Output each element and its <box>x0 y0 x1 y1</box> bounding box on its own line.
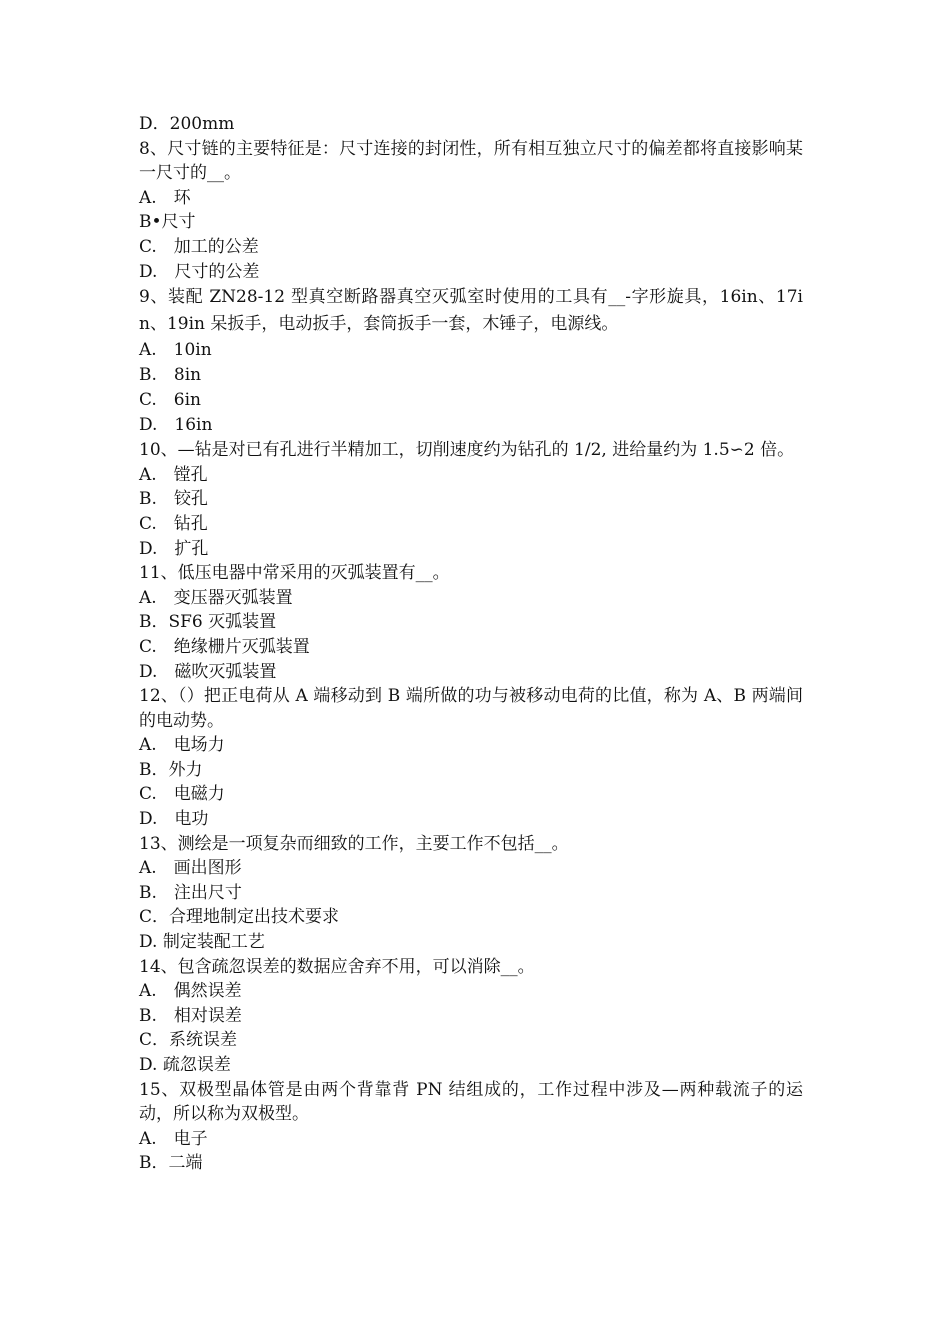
option-text: D. 尺寸的公差 <box>139 261 260 282</box>
option-text: D. 磁吹灭弧装置 <box>139 661 277 682</box>
option-text: B．SF6 灭弧装置 <box>139 612 277 633</box>
option-text: D. 16in <box>139 415 213 436</box>
option-text: D. 电功 <box>139 809 209 830</box>
option-text: A. 画出图形 <box>139 858 242 879</box>
option-text: B. 铰孔 <box>139 489 208 510</box>
option-text: C. 6in <box>139 390 202 411</box>
document-page <box>139 112 803 1176</box>
option-text: A. 环 <box>139 187 191 208</box>
option-text: C. 电磁力 <box>139 784 225 805</box>
option-text: A. 偶然误差 <box>139 981 242 1002</box>
option-text: C. 绝缘栅片灭弧装置 <box>139 636 310 657</box>
option-text: D．200mm <box>139 114 235 134</box>
question-text: 14、包含疏忽误差的数据应舍弃不用，可以消除__。 <box>139 956 535 977</box>
option-text: A. 电场力 <box>139 735 225 756</box>
option-text: D. 扩孔 <box>139 538 209 559</box>
option-text: A. 变压器灭弧装置 <box>139 587 293 608</box>
option-text: B. 注出尺寸 <box>139 882 242 903</box>
option-text: B. 8in <box>139 365 202 386</box>
question-text: 13、测绘是一项复杂而细致的工作，主要工作不包括__。 <box>139 833 569 854</box>
option-text: A. 电子 <box>139 1128 208 1149</box>
question-text: 9、装配 ZN28-12 型真空断路器真空灭弧室时使用的工具有__-字形旋具，16in、17in、19in 呆扳手，电动扳手，套筒扳手一套，木锤子，电源线。 <box>139 287 803 335</box>
question-text: 11、低压电器中常采用的灭弧装置有__。 <box>139 563 450 584</box>
question-text: 10、—钻是对已有孔进行半精加工，切削速度约为钻孔的 1/2, 进给量约为 1.5∽2 倍。 <box>139 440 795 461</box>
option-text: C. 加工的公差 <box>139 236 259 257</box>
option-text: B．二端 <box>139 1153 203 1174</box>
option-text: A. 10in <box>139 340 212 361</box>
option-text: B. 相对误差 <box>139 1005 242 1026</box>
option-text: C．系统误差 <box>139 1030 238 1051</box>
option-text: C．合理地制定出技术要求 <box>139 907 340 928</box>
question-text: 15、双极型晶体管是由两个背靠背 PN 结组成的，工作过程中涉及—两种载流子的运动，所以称为双极型。 <box>139 1079 803 1125</box>
question-text: 12、（）把正电荷从 A 端移动到 B 端所做的功与被移动电荷的比值，称为 A、B 两端间的电动势。 <box>139 686 803 731</box>
option-text: C. 钻孔 <box>139 513 208 534</box>
option-text: D. 疏忽误差 <box>139 1055 231 1075</box>
option-text: A. 镗孔 <box>139 464 208 485</box>
option-text: D. 制定装配工艺 <box>139 932 265 953</box>
option-text: B•尺寸 <box>139 212 196 233</box>
option-text: B．外力 <box>139 759 203 780</box>
question-text: 8、尺寸链的主要特征是：尺寸连接的封闭性，所有相互独立尺寸的偏差都将直接影响某一尺寸的__。 <box>139 138 803 184</box>
